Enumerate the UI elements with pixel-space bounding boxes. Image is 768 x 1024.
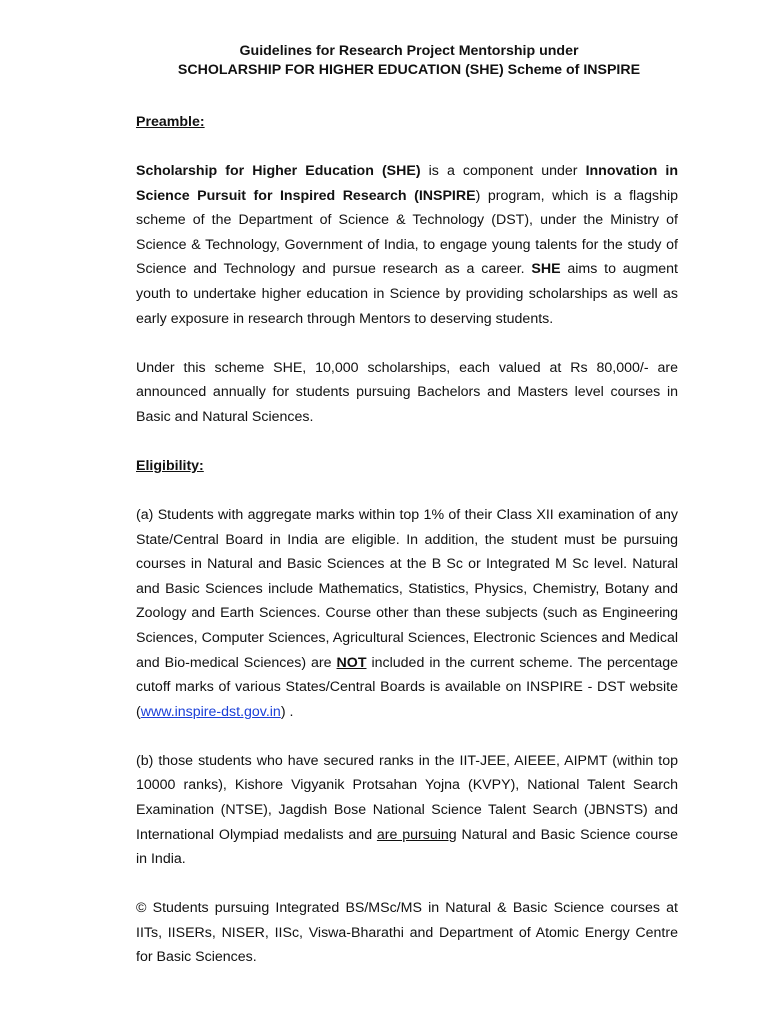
eligibility-item-c: © Students pursuing Integrated BS/MSc/MS in Natural & Basic Science courses at IITs, IISERs, NISER, IISc, Viswa-Bharathi and Department of Atomic Energy Centre for Basic Sciences. bbox=[136, 900, 678, 966]
eligibility-a-text-3: ) . bbox=[280, 703, 294, 720]
preamble-paragraph-2: Under this scheme SHE, 10,000 scholarships, each valued at Rs 80,000/- are announced annually for students pursuing Bachelors and Masters level courses in Basic and Natural Sciences. bbox=[136, 359, 678, 425]
eligibility-b-text-1: (b) those students who have secured ranks in the IIT-JEE, AIEEE, AIPMT (within top 10000 ranks), Kishore Vigyanik Protsahan Yojna (KVPY), National Talent Search Examination (NTSE), Jagdish Bose National Science Talent Search (JBNSTS) and International Olympiad medalists and bbox=[136, 752, 678, 843]
title-line-2: SCHOLARSHIP FOR HIGHER EDUCATION (SHE) Scheme of INSPIRE bbox=[177, 62, 641, 78]
eligibility-a-text-2: included in the current scheme. The percentage cutoff marks of various States/Central Boards is available on INSPIRE - DST website ( bbox=[136, 654, 678, 720]
document-title bbox=[136, 42, 678, 80]
inspire-name: Innovation in Science Pursuit for Inspired Research (INSPIRE bbox=[136, 163, 678, 204]
eligibility-heading: Eligibility: bbox=[136, 457, 204, 474]
eligibility-item-b bbox=[136, 749, 678, 872]
title-line-1: Guidelines for Research Project Mentorship under bbox=[239, 43, 579, 59]
she-abbr: SHE bbox=[531, 261, 561, 278]
not-emphasis: NOT bbox=[336, 654, 367, 671]
preamble-text-2: ) program, which is a flagship scheme of the Department of Science & Technology (DST), under the Ministry of Science & Technology, Government of India, to engage young talents for the study of Science and Technology and pursue research as a career. bbox=[136, 187, 679, 278]
preamble-heading: Preamble: bbox=[136, 114, 205, 130]
preamble-paragraph-1 bbox=[136, 159, 678, 331]
are-pursuing-underlined: are pursuing bbox=[376, 826, 457, 843]
she-name: Scholarship for Higher Education (SHE) bbox=[136, 163, 421, 179]
eligibility-a-text-1: (a) Students with aggregate marks within top 1% of their Class XII examination of any State/Central Board in India are eligible. In addition, the student must be pursuing courses in Natural and Basic Sciences at the B Sc or Integrated M Sc level. Natural and Basic Sciences include Mathematics, Statistics, Physics, Chemistry, Botany and Zoology and Earth Sciences. Course other than these subjects (such as Engineering Sciences, Computer Sciences, Agricultural Sciences, Electronic Sciences and Medical and Bio-medical Sciences) are bbox=[136, 506, 678, 671]
eligibility-b-text-2: Natural and Basic Science course in India. bbox=[136, 826, 678, 868]
preamble-text-3: aims to augment youth to undertake higher education in Science by providing scholarships as well as early exposure in research through Mentors to deserving students. bbox=[136, 261, 678, 327]
inspire-website-link[interactable]: www.inspire-dst.gov.in bbox=[140, 703, 281, 720]
preamble-text-1: is a component under bbox=[420, 163, 586, 179]
eligibility-item-a bbox=[136, 503, 678, 724]
